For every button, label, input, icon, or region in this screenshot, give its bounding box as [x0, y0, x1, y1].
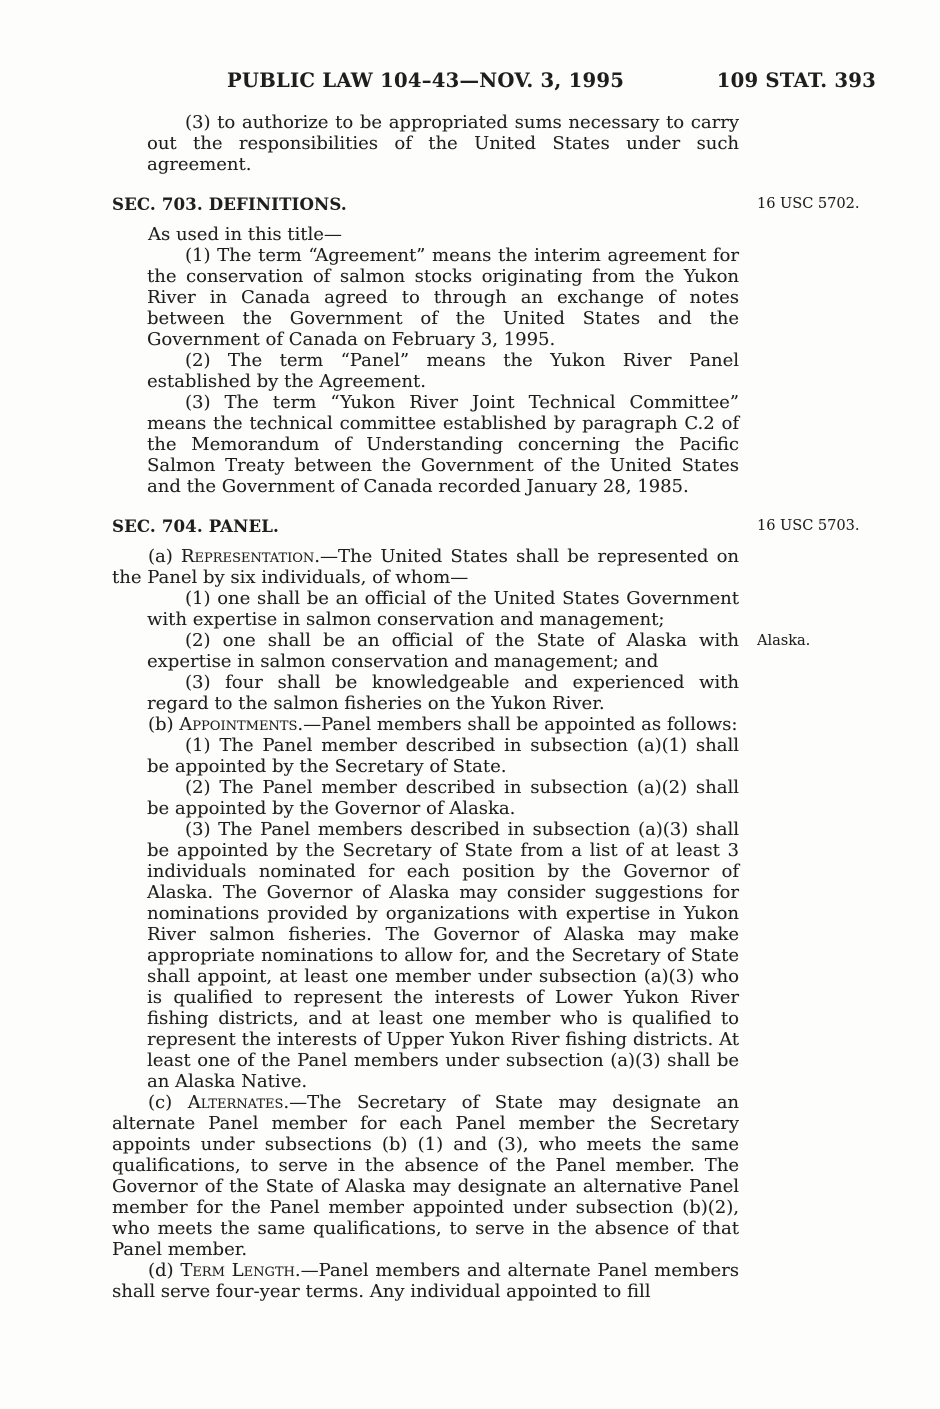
subsection-a-clause-1: (1) one shall be an official of the United States Government with expertise in salmon conservation and management;: [147, 588, 739, 630]
page-header: [112, 69, 876, 93]
definition-2-panel: (2) The term “Panel” means the Yukon River Panel established by the Agreement.: [147, 350, 739, 392]
section-704-heading-text: SEC. 704. PANEL.: [112, 517, 279, 536]
subsection-a-clause-3: (3) four shall be knowledgeable and experienced with regard to the salmon fisheries on the Yukon River.: [147, 672, 739, 714]
definitions-lead: As used in this title—: [148, 224, 342, 245]
subsection-d-term-length: (d) Term Length.—Panel members and alternate Panel members shall serve four-year terms. Any individual appointed to fill: [112, 1260, 739, 1302]
subsection-c-alternates: (c) Alternates.—The Secretary of State may designate an alternate Panel member for each Panel member the Secretary appoints under subsections (b) (1) and (3), who meets the same qualifications, to serve in the absence of the Panel member. The Governor of the State of Alaska may designate an alternative Panel member for the Panel member appointed under subsection (b)(2), who meets the same qualifications, to serve in the absence of that Panel member.: [112, 1092, 739, 1260]
section-703-heading-text: SEC. 703. DEFINITIONS.: [112, 195, 347, 214]
subsection-a-clause-2-text: (2) one shall be an official of the State of Alaska with expertise in salmon conservation and management; and: [147, 630, 739, 672]
subsection-b-appointments: (b) Appointments.—Panel members shall be appointed as follows:: [148, 714, 738, 735]
statute-text-column: [112, 112, 860, 1302]
intro-clause-3: (3) to authorize to be appropriated sums necessary to carry out the responsibilities of the United States under such agreement.: [147, 112, 739, 175]
subsection-b-clause-2: (2) The Panel member described in subsection (a)(2) shall be appointed by the Governor of Alaska.: [147, 777, 739, 819]
section-704-heading: [112, 516, 860, 537]
margin-note-16-usc-5702: 16 USC 5702.: [757, 196, 860, 212]
subsection-b-clause-1: (1) The Panel member described in subsection (a)(1) shall be appointed by the Secretary of State.: [147, 735, 739, 777]
subsection-b-clause-3: (3) The Panel members described in subsection (a)(3) shall be appointed by the Secretary of State from a list of at least 3 individuals nominated for each position by the Governor of Alaska. The Governor of Alaska may consider suggestions for nominations provided by organizations with expertise in Yukon River salmon fisheries. The Governor of Alaska may make appropriate nominations to allow for, and the Secretary of State shall appoint, at least one member under subsection (a)(3) who is qualified to represent the interests of Lower Yukon River fishing districts, and at least one member who is qualified to represent the interests of Upper Yukon River fishing districts. At least one of the Panel members under subsection (a)(3) shall be an Alaska Native.: [147, 819, 739, 1092]
margin-note-alaska: Alaska.: [757, 633, 811, 649]
section-703-heading: [112, 194, 860, 215]
subsection-a-representation: (a) Representation.—The United States shall be represented on the Panel by six individuals, of whom—: [112, 546, 739, 588]
definition-3-joint-technical-committee: (3) The term “Yukon River Joint Technical Committee” means the technical committee established by paragraph C.2 of the Memorandum of Understanding concerning the Pacific Salmon Treaty between the Government of the United States and the Government of Canada recorded January 28, 1985.: [147, 392, 739, 497]
definition-1-agreement: (1) The term “Agreement” means the interim agreement for the conservation of salmon stocks originating from the Yukon River in Canada agreed to through an exchange of notes between the Government of the United States and the Government of Canada on February 3, 1995.: [147, 245, 739, 350]
margin-note-16-usc-5703: 16 USC 5703.: [757, 518, 860, 534]
stat-page-number: 109 STAT. 393: [716, 69, 876, 92]
law-title: PUBLIC LAW 104–43—NOV. 3, 1995: [226, 69, 625, 92]
subsection-a-clause-2: [147, 630, 811, 672]
